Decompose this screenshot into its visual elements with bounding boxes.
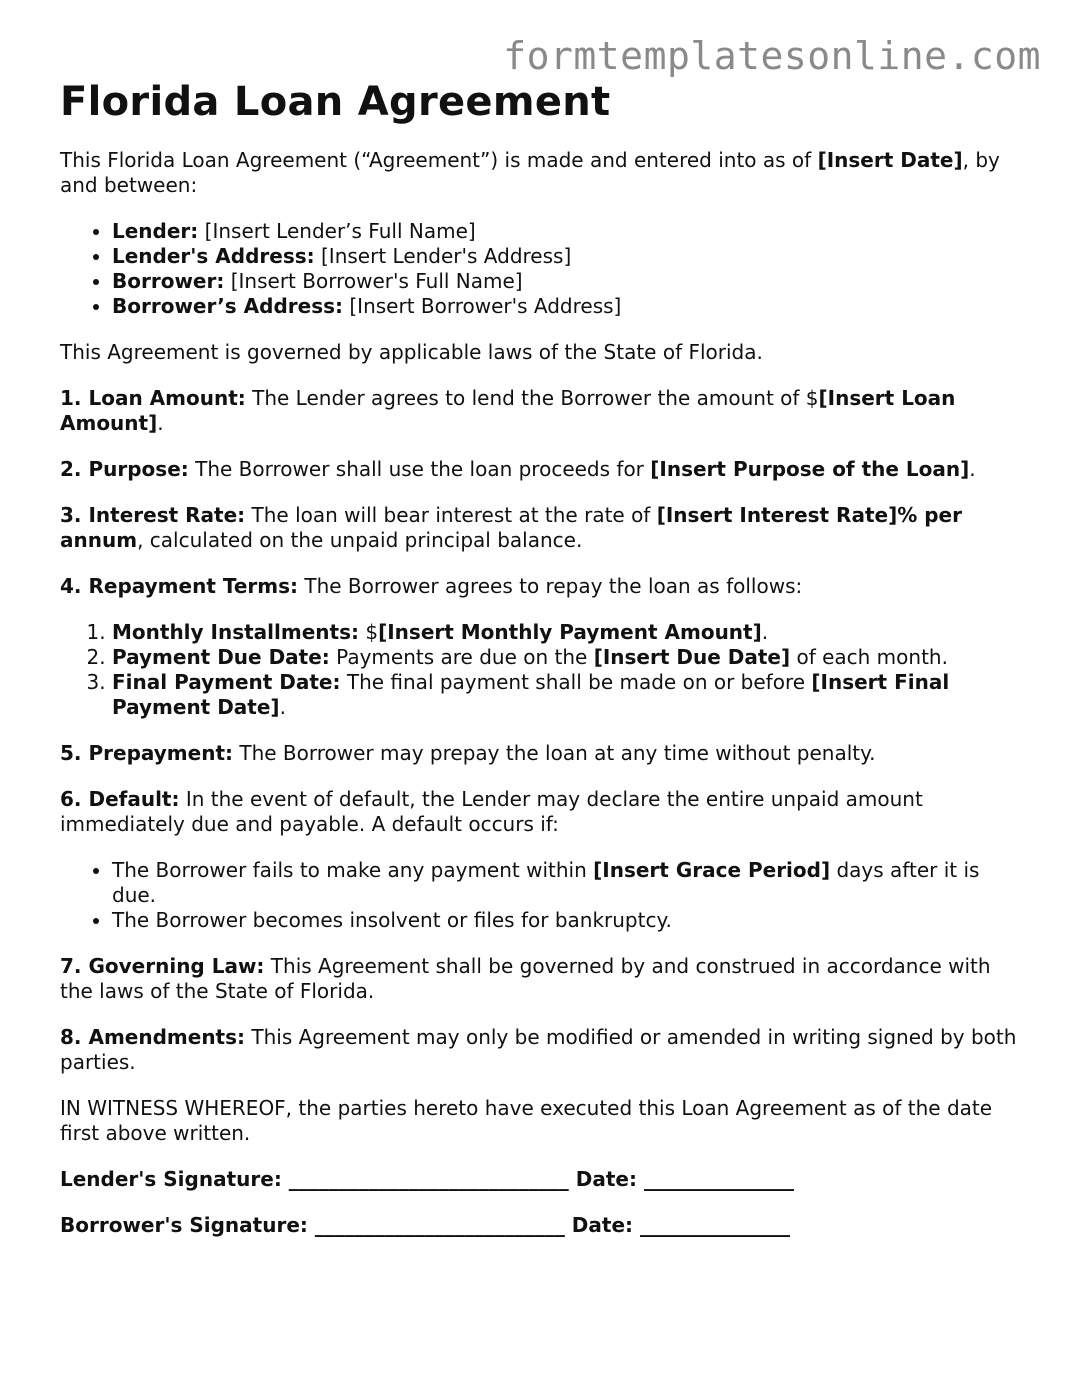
default-condition <box>112 858 1020 908</box>
party-lender <box>112 219 1020 244</box>
section-prepayment <box>60 741 1020 766</box>
condition-text: The Borrower fails to make any payment within <box>112 858 594 882</box>
section-heading: 2. Purpose: <box>60 457 189 481</box>
document <box>60 78 1020 1259</box>
section-text: The Borrower may prepay the loan at any time without penalty. <box>233 741 876 765</box>
party-value: [Insert Borrower's Address] <box>343 294 622 318</box>
section-heading: 5. Prepayment: <box>60 741 233 765</box>
repayment-text: Payments are due on the <box>329 645 594 669</box>
purpose-placeholder: [Insert Purpose of the Loan] <box>650 457 970 481</box>
lender-date-line[interactable]: _______________ <box>643 1167 794 1191</box>
party-borrower <box>112 269 1020 294</box>
repayment-label: Payment Due Date: <box>112 645 330 669</box>
party-value: [Insert Borrower's Full Name] <box>224 269 523 293</box>
lender-signature-row <box>60 1167 1020 1192</box>
document-title: Florida Loan Agreement <box>60 79 611 125</box>
repayment-placeholder: [Insert Final Payment Date] <box>112 670 950 719</box>
section-default <box>60 787 1020 837</box>
repayment-text-end: . <box>279 695 286 719</box>
section-heading: 4. Repayment Terms: <box>60 574 298 598</box>
section-amendments <box>60 1025 1020 1075</box>
section-heading: 3. Interest Rate: <box>60 503 246 527</box>
borrower-signature-row <box>60 1213 1020 1238</box>
section-purpose <box>60 457 1020 482</box>
lender-signature-label: Lender's Signature: <box>60 1167 289 1191</box>
repayment-label: Monthly Installments: <box>112 620 359 644</box>
condition-text: The Borrower becomes insolvent or files for bankruptcy. <box>112 908 672 932</box>
repayment-item <box>112 620 1020 645</box>
section-text: This Agreement may only be modified or amended in writing signed by both parties. <box>60 1025 1017 1074</box>
repayment-text: The final payment shall be made on or before <box>340 670 812 694</box>
watermark: formtemplatesonline.com <box>503 34 1041 78</box>
repayment-placeholder: [Insert Monthly Payment Amount] <box>378 620 762 644</box>
section-loan-amount <box>60 386 1020 436</box>
section-heading: 1. Loan Amount: <box>60 386 246 410</box>
repayment-list <box>60 620 1020 720</box>
borrower-date-line[interactable]: _______________ <box>640 1213 790 1237</box>
section-heading: 6. Default: <box>60 787 180 811</box>
section-repayment <box>60 574 1020 599</box>
intro-text-end: , by and between: <box>60 148 1000 197</box>
section-interest-rate <box>60 503 1020 553</box>
section-text: The Borrower shall use the loan proceeds for <box>188 457 651 481</box>
loan-amount-placeholder: [Insert Loan Amount] <box>60 386 956 435</box>
borrower-signature-line[interactable]: _________________________ <box>314 1213 565 1237</box>
section-text-end: . <box>969 457 976 481</box>
lender-date-label: Date: <box>568 1167 644 1191</box>
repayment-text-end: . <box>761 620 769 644</box>
condition-text-end: days after it is due. <box>112 858 980 907</box>
section-text: In the event of default, the Lender may declare the entire unpaid amount immediately due and payable. A default occurs if: <box>60 787 923 836</box>
lender-signature-line[interactable]: ____________________________ <box>288 1167 569 1191</box>
section-text: This Agreement shall be governed by and construed in accordance with the laws of the State of Florida. <box>60 954 991 1003</box>
party-label: Lender: <box>112 219 199 243</box>
repayment-text: $ <box>359 620 379 644</box>
section-text-end: . <box>157 411 164 435</box>
party-borrower-address <box>112 294 1020 319</box>
default-condition <box>112 908 1020 933</box>
governed-statement: This Agreement is governed by applicable laws of the State of Florida. <box>60 340 763 364</box>
borrower-date-label: Date: <box>564 1213 640 1237</box>
section-text: The Borrower agrees to repay the loan as follows: <box>298 574 803 598</box>
intro-paragraph <box>60 148 1020 198</box>
interest-rate-placeholder: [Insert Interest Rate]% per annum <box>60 503 962 552</box>
borrower-signature-label: Borrower's Signature: <box>60 1213 315 1237</box>
party-label: Borrower: <box>112 269 225 293</box>
date-placeholder: [Insert Date] <box>817 148 963 172</box>
section-text: The loan will bear interest at the rate of <box>245 503 657 527</box>
party-label: Lender's Address: <box>112 244 315 268</box>
party-value: [Insert Lender's Address] <box>314 244 572 268</box>
section-text: The Lender agrees to lend the Borrower the amount of $ <box>245 386 819 410</box>
default-conditions-list <box>60 858 1020 933</box>
party-value: [Insert Lender’s Full Name] <box>198 219 476 243</box>
party-lender-address <box>112 244 1020 269</box>
witness-statement: IN WITNESS WHEREOF, the parties hereto have executed this Loan Agreement as of the date first above written. <box>60 1096 993 1145</box>
repayment-text-end: of each month. <box>790 645 948 669</box>
repayment-item <box>112 645 1020 670</box>
section-heading: 8. Amendments: <box>60 1025 246 1049</box>
repayment-item <box>112 670 1020 720</box>
intro-text: This Florida Loan Agreement (“Agreement”) is made and entered into as of <box>60 148 818 172</box>
grace-period-placeholder: [Insert Grace Period] <box>593 858 831 882</box>
parties-list <box>60 219 1020 319</box>
party-label: Borrower’s Address: <box>112 294 344 318</box>
section-text-end: , calculated on the unpaid principal balance. <box>137 528 583 552</box>
repayment-placeholder: [Insert Due Date] <box>593 645 791 669</box>
repayment-label: Final Payment Date: <box>112 670 341 694</box>
section-governing-law <box>60 954 1020 1004</box>
section-heading: 7. Governing Law: <box>60 954 265 978</box>
